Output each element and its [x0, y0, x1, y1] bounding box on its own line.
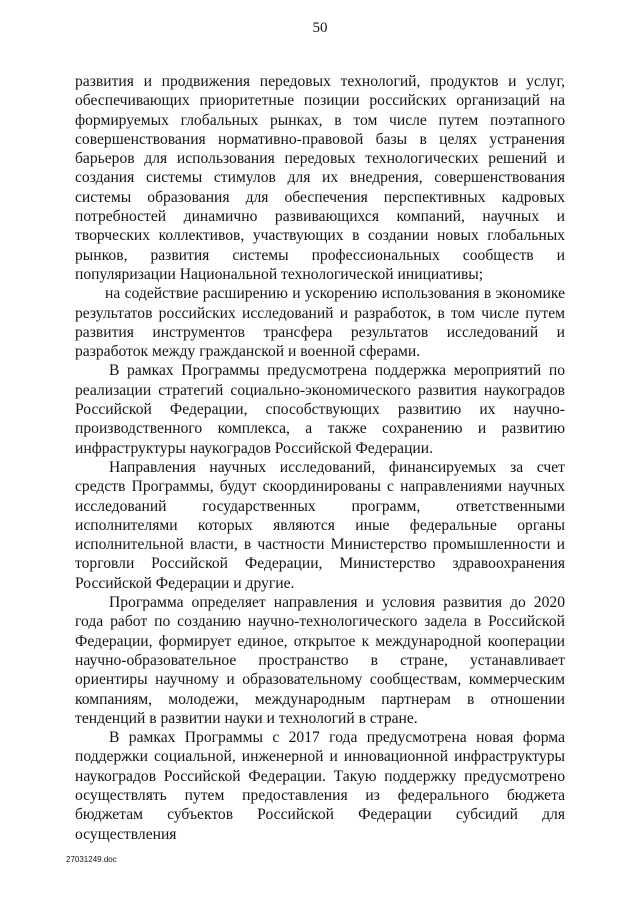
paragraph-6: В рамках Программы с 2017 года предусмотрена новая форма поддержки социальной, инженерной и инновационной инфраструктуры наукоградов Российской Федерации. Такую поддержку предусмотрено осуществлять путем предоставления из федерального бюджета бюджетам субъектов Российской Федерации субсидий для осуществления: [75, 729, 565, 843]
footer-filename: 27031249.doc: [66, 855, 117, 864]
paragraph-1: развития и продвижения передовых технологий, продуктов и услуг, обеспечивающих приоритетные позиции российских организаций на формируемых глобальных рынках, в том числе путем поэтапного совершенствования нормативно-правовой базы в целях устранения барьеров для использования передовых технологических решений и создания системы стимулов для их внедрения, совершенствования системы образования для обеспечения перспективных кадровых потребностей динамично развивающихся компаний, научных и творческих коллективов, участвующих в создании новых глобальных рынков, развития системы профессиональных сообществ и популяризации Национальной технологической инициативы;: [75, 73, 565, 283]
paragraph-5: Программа определяет направления и условия развития до 2020 года работ по созданию научно-технологического задела в Российской Федерации, формирует единое, открытое к международной кооперации научно-образовательное пространство в стране, устанавливает ориентиры научному и образовательному сообществам, коммерческим компаниям, молодежи, международным партнерам в отношении тенденций в развитии науки и технологий в стране.: [75, 594, 565, 727]
document-body: [75, 72, 565, 844]
page-number: 50: [312, 20, 328, 36]
paragraph-3: В рамках Программы предусмотрена поддержка мероприятий по реализации стратегий социально-экономического развития наукоградов Российской Федерации, способствующих развитию их научно-производственного комплекса, а также сохранению и развитию инфраструктуры наукоградов Российской Федерации.: [75, 362, 565, 457]
paragraph-4: Направления научных исследований, финансируемых за счет средств Программы, будут скоординированы с направлениями научных исследований государственных программ, ответственными исполнителями которых являются иные федеральные органы исполнительной власти, в частности Министерство промышленности и торговли Российской Федерации, Министерство здравоохранения Российской Федерации и другие.: [75, 458, 565, 592]
paragraph-2: на содействие расширению и ускорению использования в экономике результатов российских исследований и разработок, в том числе путем развития инструментов трансфера результатов исследований и разработок между гражданской и военной сферами.: [75, 285, 565, 361]
